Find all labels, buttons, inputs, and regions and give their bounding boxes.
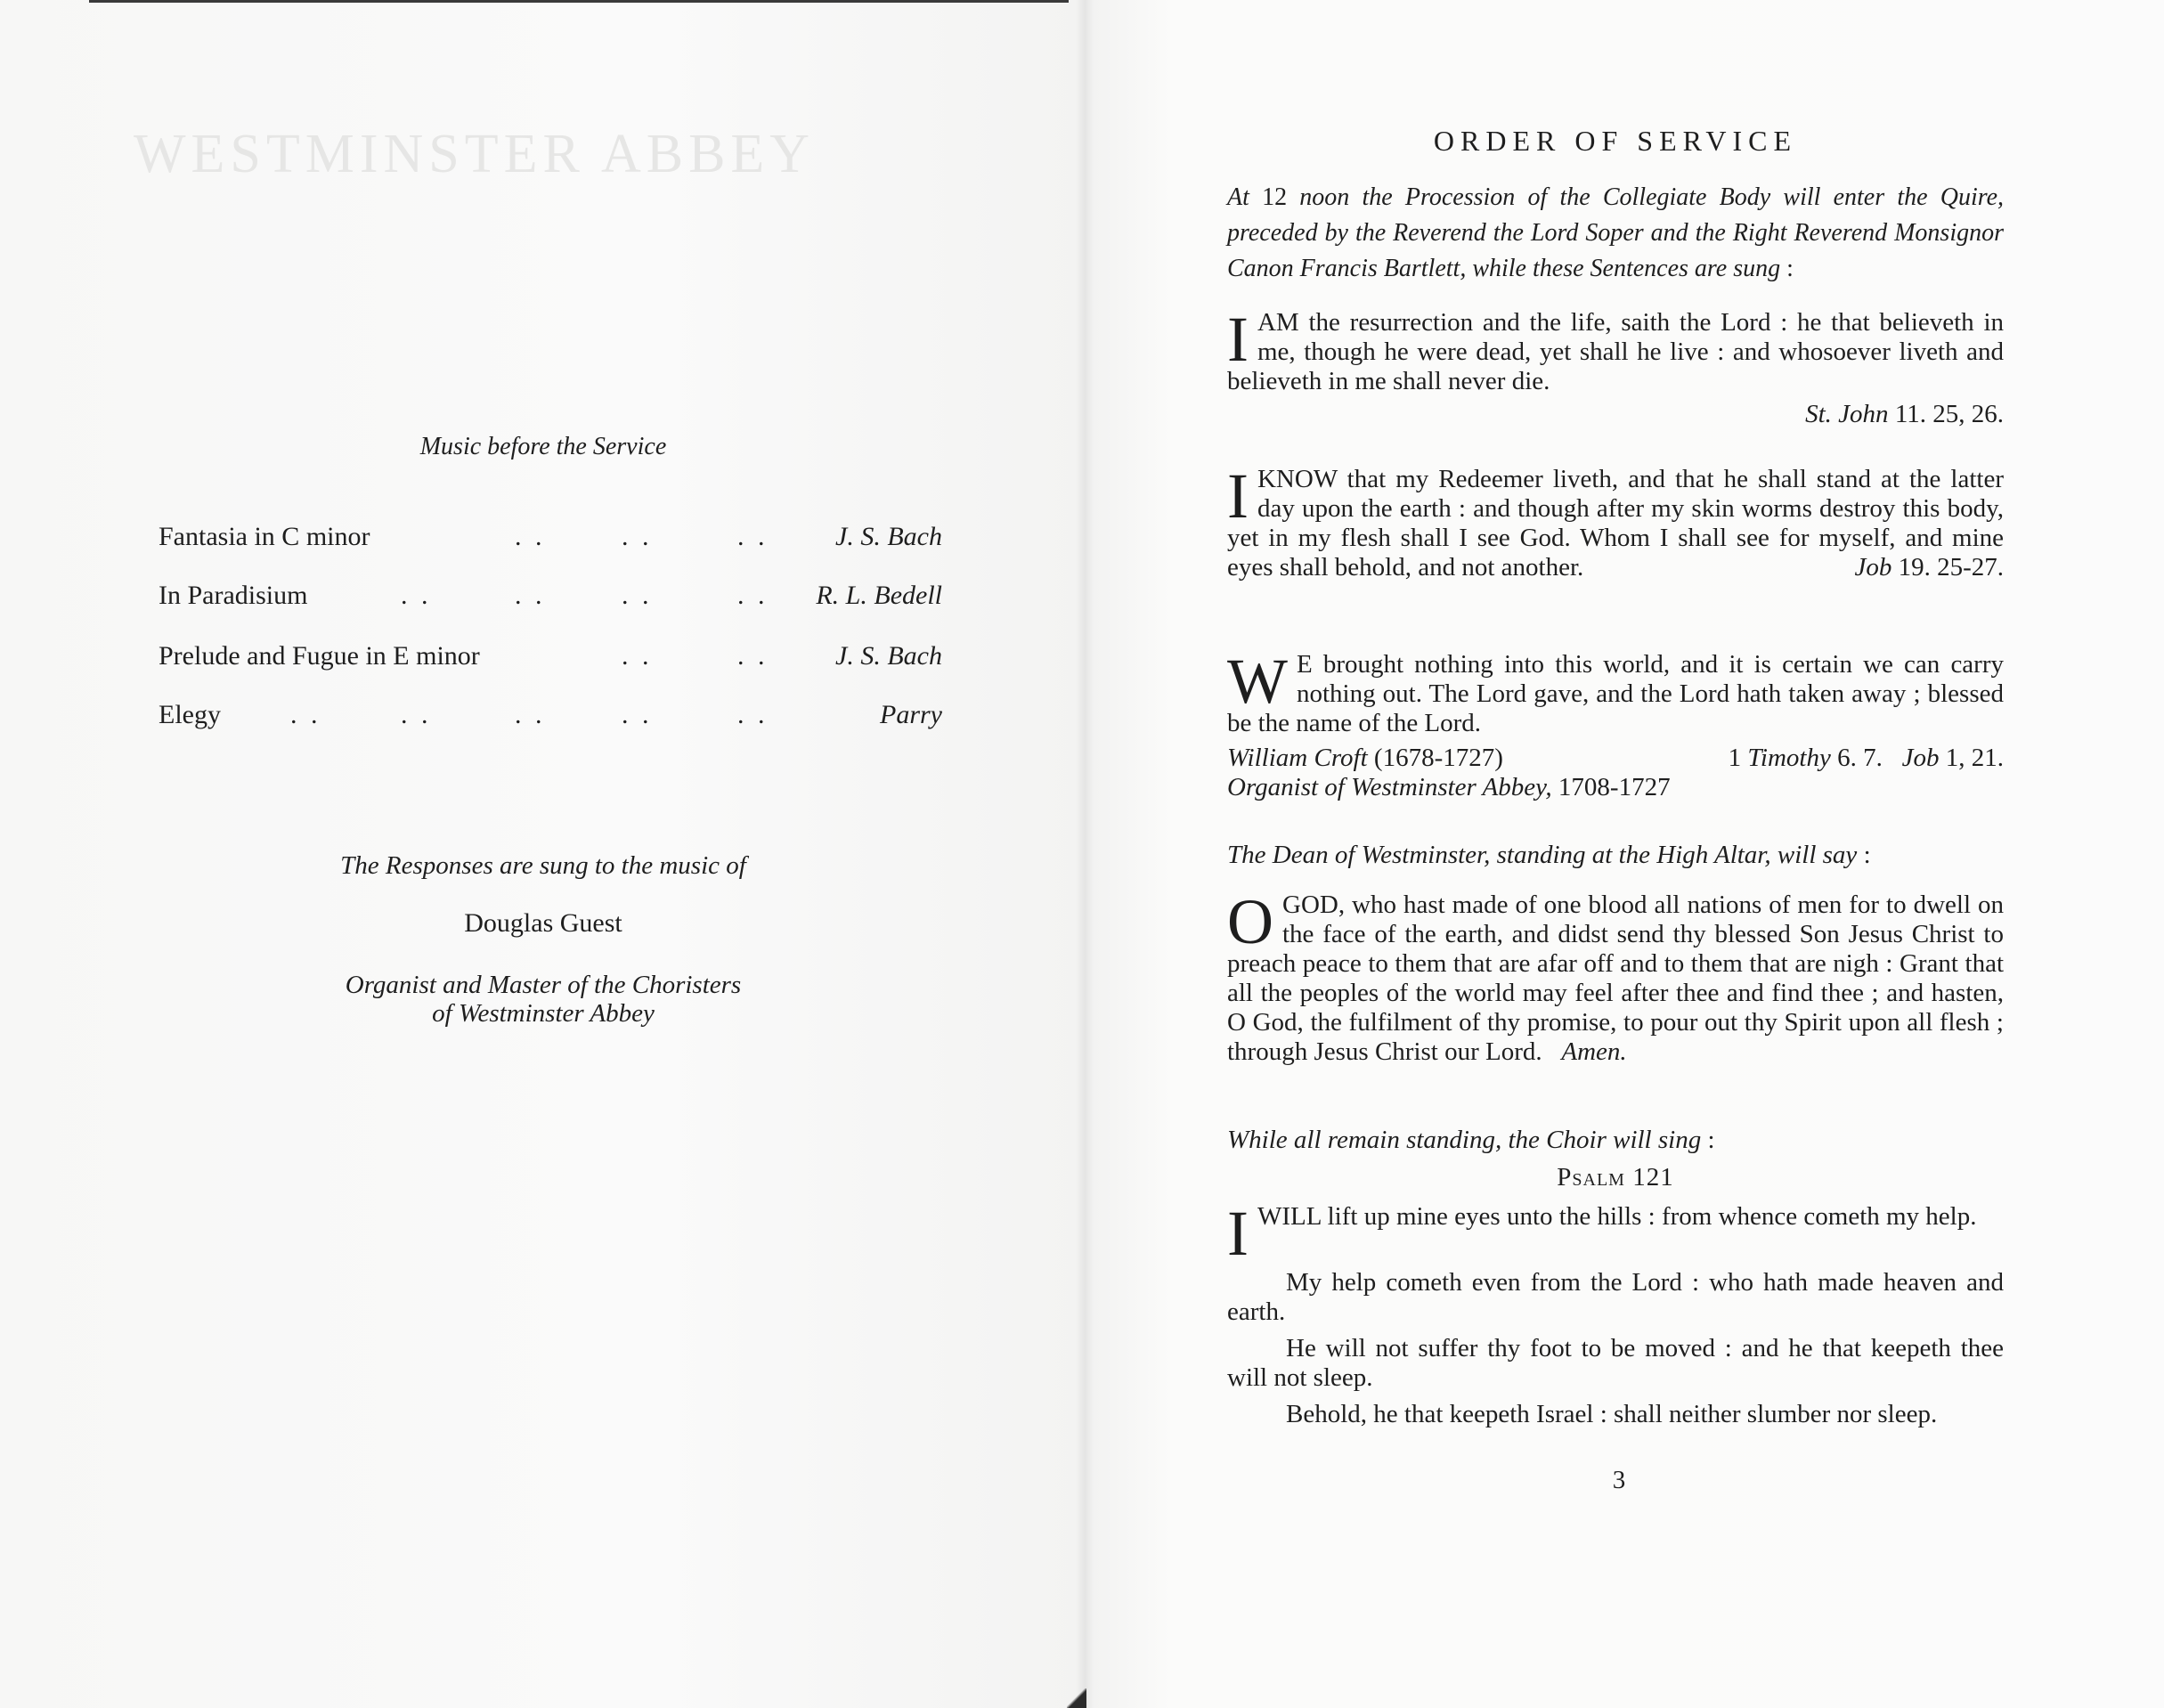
role-line-1: Organist and Master of the Choristers [345, 971, 742, 999]
reference-verse: 1, 21. [1945, 744, 2004, 772]
reference-book: Job [1901, 744, 1940, 772]
dot-leader: . . [401, 581, 432, 610]
rubric-text: While all remain standing, the Choir will sing [1227, 1126, 1702, 1154]
rubric-colon: : [1786, 255, 1794, 282]
music-item [159, 700, 942, 743]
music-item [159, 641, 942, 684]
prayer-amen: Amen. [1561, 1037, 1627, 1066]
drop-cap: O [1227, 886, 1273, 957]
choir-rubric [1227, 1126, 2004, 1155]
drop-cap: I [1227, 460, 1249, 532]
dot-leader: . . [515, 522, 546, 551]
prayer-text [1227, 886, 2004, 1067]
reference-verse: 6. 7. [1837, 744, 1883, 772]
rubric-colon: : [1707, 1126, 1715, 1154]
sentence-text [1227, 460, 2004, 582]
page-corner-shadow [1067, 1688, 1086, 1708]
drop-cap: I [1227, 1198, 1249, 1269]
composer-credit [1227, 744, 1503, 773]
psalm-verse [1227, 1198, 2004, 1269]
reference-number: 1 [1728, 744, 1742, 772]
prayer [1227, 886, 2004, 1067]
procession-rubric [1227, 180, 2004, 287]
rubric-colon: : [1863, 841, 1871, 869]
reference-verse: 11. 25, 26. [1894, 400, 2004, 428]
music-before-service-heading: Music before the Service [419, 433, 667, 460]
dot-leader: . . [622, 522, 653, 551]
dot-leader: . . [622, 581, 653, 610]
rubric-time: 12 [1262, 183, 1288, 211]
composer-dates: (1678-1727) [1373, 744, 1503, 772]
composer-role-text: Organist of Westminster Abbey, [1227, 773, 1552, 801]
composer-role [1227, 773, 2004, 802]
sentence-brought-nothing [1227, 646, 2004, 802]
dot-leader: . . [290, 700, 321, 729]
drop-cap: I [1227, 304, 1249, 375]
reference-book: Timothy [1747, 744, 1831, 772]
page-gutter [1076, 0, 1094, 1708]
composer-years: 1708-1727 [1558, 773, 1671, 801]
rubric-text: noon the Procession of the Collegiate Body will enter the Quire, preceded by the Reverend the Lord Soper and the Right Reverend Monsignor Canon Francis Bartlett, while these Sentences are sung [1227, 183, 2005, 282]
psalm-verse: Behold, he that keepeth Israel : shall neither slumber nor sleep. [1286, 1400, 1938, 1428]
drop-cap: W [1227, 646, 1288, 717]
rubric-text: The Dean of Westminster, standing at the High Altar, will say [1227, 841, 1858, 869]
dot-leader: . . [737, 641, 769, 671]
music-item-composer: Parry [880, 700, 942, 729]
psalm-verse: My help cometh even from the Lord : who hath made heaven and earth. [1227, 1268, 2004, 1326]
order-of-service-title: ORDER OF SERVICE [1433, 125, 1798, 157]
music-item-title: Prelude and Fugue in E minor [159, 641, 480, 671]
rubric-text: At [1227, 183, 1249, 211]
music-item-composer: J. S. Bach [835, 522, 942, 551]
sentence-text: AM the resurrection and the life, saith the Lord : he that believeth in me, though he were dead, yet shall he live : and whosoever liveth and believeth in me shall never die. [1227, 308, 2004, 395]
dean-rubric [1227, 841, 2004, 870]
reference-book: St. John [1805, 400, 1889, 428]
responses-composer: Douglas Guest [464, 908, 622, 938]
sentence-resurrection [1227, 304, 2004, 429]
responses-intro: The Responses are sung to the music of [340, 851, 746, 880]
responses-composer-role [294, 971, 793, 1028]
dot-leader: . . [515, 581, 546, 610]
show-through-heading: WESTMINSTER ABBEY [134, 124, 816, 184]
psalm-verse-text: WILL lift up mine eyes unto the hills : from whence cometh my help. [1257, 1202, 1977, 1231]
scripture-references [1729, 744, 2004, 773]
dot-leader: . . [401, 700, 432, 729]
page-number: 3 [1612, 1466, 1626, 1494]
psalm-verse: He will not suffer thy foot to be moved : and he that keepeth thee will not sleep. [1227, 1334, 2004, 1392]
sentence-redeemer [1227, 460, 2004, 582]
music-item-composer: J. S. Bach [835, 641, 942, 671]
dot-leader: . . [622, 700, 653, 729]
scripture-reference [1854, 553, 2004, 582]
page-top-edge [89, 0, 1069, 3]
music-item-title: Fantasia in C minor [159, 522, 370, 551]
dot-leader: . . [622, 641, 653, 671]
dot-leader: . . [737, 700, 769, 729]
music-item [159, 581, 942, 623]
reference-book: Job [1854, 553, 1892, 582]
croft-attribution [1227, 744, 2004, 773]
prayer-body: GOD, who hast made of one blood all nations of men for to dwell on the face of the earth, and didst send thy blessed Son Jesus Christ to preach peace to them that are afar off and to them that are nigh : Grant that all the peoples of the world may feel after thee and find thee ; and hasten, O God, the fulfilment of thy promise, to pour out thy Spirit upon all flesh ; through Jesus Christ our Lord. [1227, 891, 2004, 1066]
scripture-reference [1227, 400, 2004, 429]
music-item-title: Elegy [159, 700, 221, 729]
composer-name: William Croft [1227, 744, 1368, 772]
sentence-body: KNOW that my Redeemer liveth, and that he shall stand at the latter day upon the earth : and though after my skin worms destroy this body, yet in my flesh shall I see God. Whom I shall see for myself, and mine eyes shall behold, and not another. [1227, 465, 2004, 582]
psalm-title: Psalm 121 [1557, 1163, 1674, 1192]
sentence-text: E brought nothing into this world, and it is certain we can carry nothing out. The Lord gave, and the Lord hath taken away ; blessed be the name of the Lord. [1227, 650, 2004, 737]
psalm-verses [1227, 1198, 2004, 1429]
dot-leader: . . [515, 700, 546, 729]
dot-leader: . . [737, 581, 769, 610]
dot-leader: . . [737, 522, 769, 551]
music-item [159, 522, 942, 565]
music-item-composer: R. L. Bedell [816, 581, 942, 610]
reference-verse: 19. 25-27. [1898, 553, 2004, 582]
music-item-title: In Paradisium [159, 581, 308, 610]
role-line-2: of Westminster Abbey [432, 999, 655, 1028]
